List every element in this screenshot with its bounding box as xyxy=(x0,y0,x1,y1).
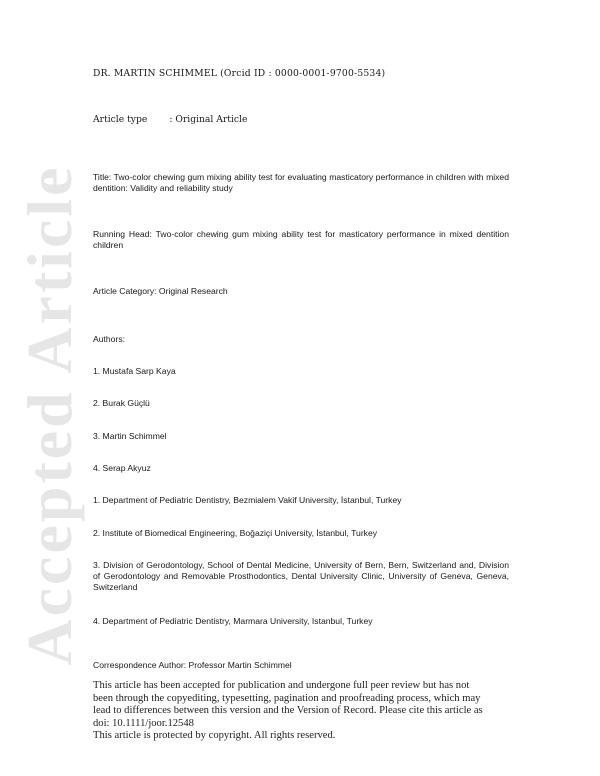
article-type-label: Article type xyxy=(93,114,148,125)
running-head: Running Head: Two-color chewing gum mixing ability test for masticatory performance in mixed dentition children xyxy=(93,229,509,250)
author-item: 3. Martin Schimmel xyxy=(93,431,167,441)
acceptance-notice xyxy=(93,680,513,743)
copyright-notice: This article is protected by copyright. All rights reserved. xyxy=(93,730,336,742)
notice-line: lead to differences between this version and the Version of Record. Please cite this article as xyxy=(93,705,483,717)
author-item: 4. Serap Akyuz xyxy=(93,463,151,473)
correspondence-author: Correspondence Author: Professor Martin Schimmel xyxy=(93,660,292,670)
notice-line: This article has been accepted for publication and undergone full peer review but has not xyxy=(93,680,470,691)
article-type-value: : Original Article xyxy=(169,114,248,125)
affiliation-item: 4. Department of Pediatric Dentistry, Marmara University, Istanbul, Turkey xyxy=(93,616,373,626)
notice-doi-line: doi: 10.1111/joor.12548 xyxy=(93,717,194,729)
article-category: Article Category: Original Research xyxy=(93,286,228,296)
notice-line: been through the copyediting, typesetting, pagination and proofreading process, which may xyxy=(93,692,481,704)
authors-heading: Authors: xyxy=(93,334,126,344)
affiliation-item: 2. Institute of Biomedical Engineering, Boğaziçi University, İstanbul, Turkey xyxy=(93,528,378,538)
corresponding-author-header: DR. MARTIN SCHIMMEL (Orcid ID : 0000-0001-9700-5534) xyxy=(93,68,386,79)
affiliation-item: 1. Department of Pediatric Dentistry, Bezmialem Vakif University, İstanbul, Turkey xyxy=(93,495,402,505)
author-item: 1. Mustafa Sarp Kaya xyxy=(93,366,176,376)
article-title: Title: Two-color chewing gum mixing ability test for evaluating masticatory performance in children with mixed dentition: Validity and reliability study xyxy=(93,172,509,193)
article-type xyxy=(93,114,509,125)
accepted-article-watermark: Accepted Article xyxy=(14,164,85,666)
affiliation-item: 3. Division of Gerodontology, School of Dental Medicine, University of Bern, Bern, Switzerland and, Division of Gerodontology and Removable Prosthodontics, Dental University Clinic, University of Geneva, Geneva, Switzerland xyxy=(93,560,509,592)
author-item: 2. Burak Güçlü xyxy=(93,398,150,408)
